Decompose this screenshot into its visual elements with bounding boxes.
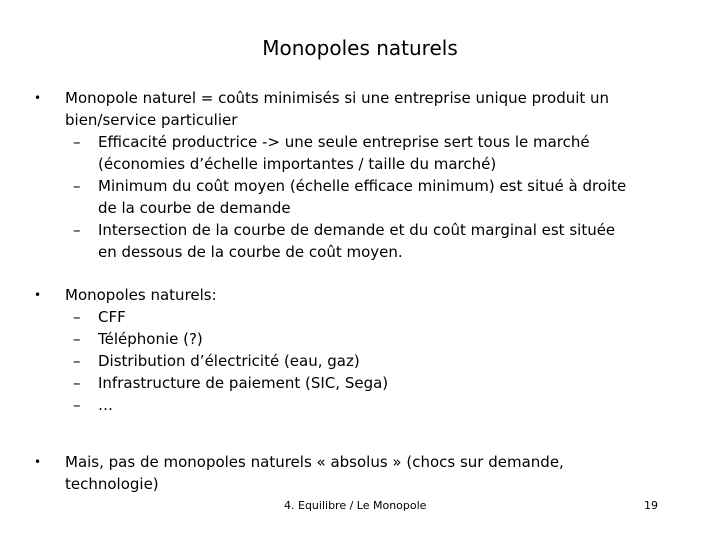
- sub-item: [34, 219, 694, 263]
- sub-line: (économies d’échelle importantes / taille du marché): [98, 155, 497, 173]
- dash-glyph: –: [73, 330, 81, 348]
- bullet-glyph: •: [34, 91, 42, 105]
- footer-section-label: 4. Equilibre / Le Monopole: [284, 499, 427, 512]
- sub-line: Intersection de la courbe de demande et du coût marginal est située: [98, 221, 616, 239]
- bullet-text: [65, 284, 694, 306]
- bullet-item-not-absolute: [34, 451, 694, 495]
- bullet-glyph: •: [34, 455, 42, 469]
- sub-item: [34, 131, 694, 175]
- dash-glyph: –: [73, 133, 81, 151]
- bullet-item-natural-monopoly: [34, 87, 694, 263]
- bullet-text: [65, 451, 694, 495]
- sub-list: [34, 131, 694, 263]
- sub-line: Minimum du coût moyen (échelle efficace minimum) est situé à droite: [98, 177, 627, 195]
- bullet-text: [65, 87, 694, 131]
- sub-line: de la courbe de demande: [98, 199, 291, 217]
- bullet-line: bien/service particulier: [65, 111, 238, 129]
- slide-title: Monopoles naturels: [262, 36, 458, 60]
- sub-item: [34, 372, 694, 394]
- dash-glyph: –: [73, 352, 81, 370]
- sub-line: Efficacité productrice -> une seule entreprise sert tous le marché: [98, 133, 590, 151]
- sub-line: Distribution d’électricité (eau, gaz): [98, 352, 360, 370]
- bullet-line: Monopoles naturels:: [65, 286, 217, 304]
- sub-item: [34, 350, 694, 372]
- sub-line: CFF: [98, 308, 126, 326]
- sub-list: [34, 306, 694, 416]
- bullet-line: technologie): [65, 475, 159, 493]
- bullet-glyph: •: [34, 288, 42, 302]
- sub-line: …: [98, 396, 113, 414]
- sub-line: Téléphonie (?): [98, 330, 203, 348]
- dash-glyph: –: [73, 177, 81, 195]
- bullet-line: Monopole naturel = coûts minimisés si une entreprise unique produit un: [65, 89, 610, 107]
- sub-line: Infrastructure de paiement (SIC, Sega): [98, 374, 389, 392]
- bullet-line: Mais, pas de monopoles naturels « absolus » (chocs sur demande,: [65, 453, 564, 471]
- bullet-item-examples: [34, 284, 694, 416]
- dash-glyph: –: [73, 396, 81, 414]
- sub-line: en dessous de la courbe de coût moyen.: [98, 243, 403, 261]
- sub-item: [34, 394, 694, 416]
- sub-item: [34, 306, 694, 328]
- dash-glyph: –: [73, 374, 81, 392]
- sub-item: [34, 175, 694, 219]
- dash-glyph: –: [73, 308, 81, 326]
- dash-glyph: –: [73, 221, 81, 239]
- page-number: 19: [644, 499, 658, 512]
- sub-item: [34, 328, 694, 350]
